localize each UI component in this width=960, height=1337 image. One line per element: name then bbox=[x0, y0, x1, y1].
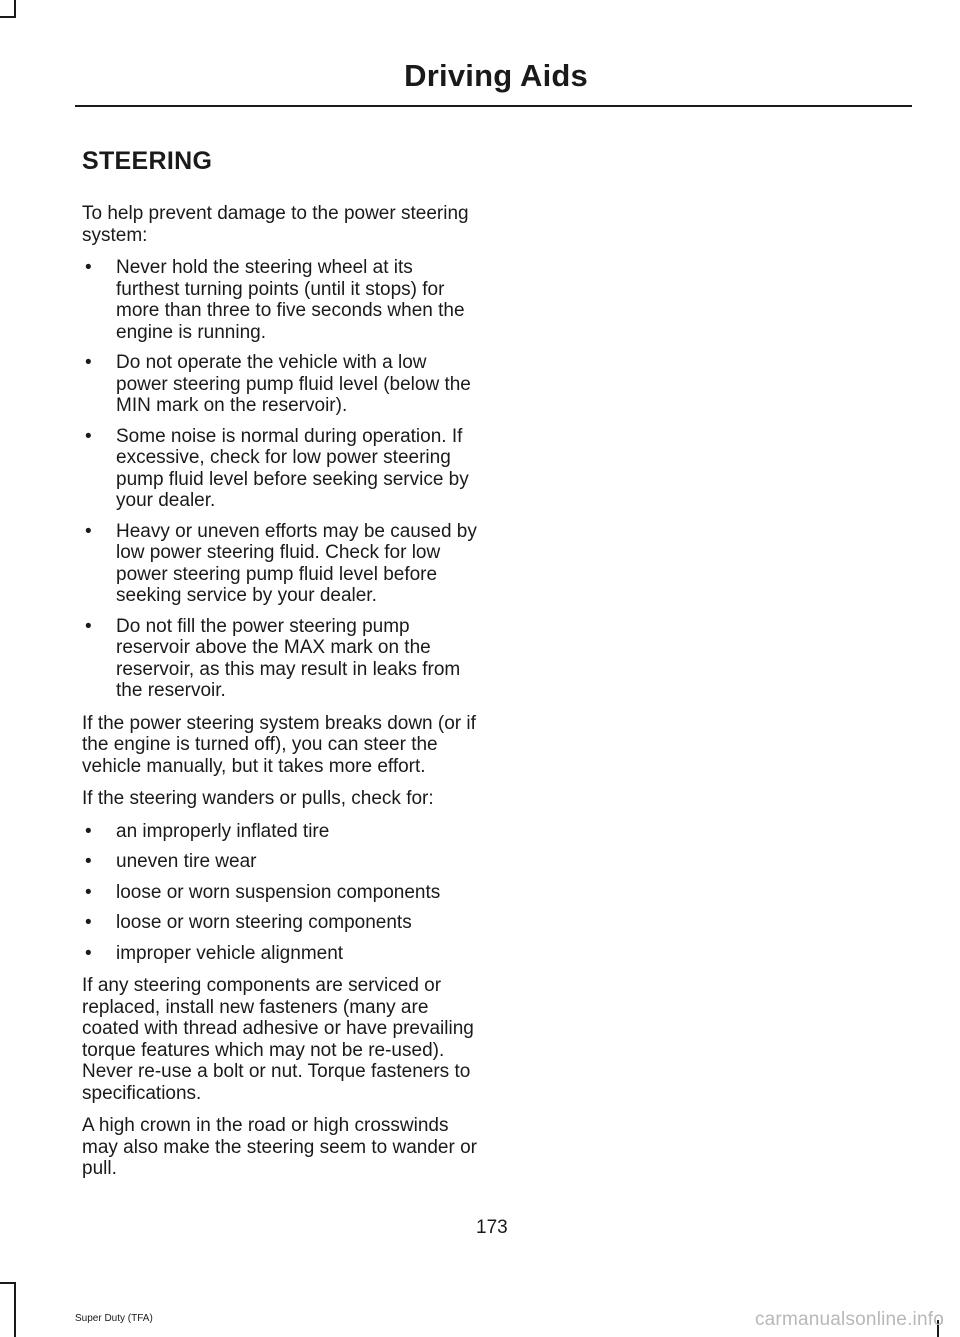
list-item bbox=[82, 912, 477, 934]
crown-paragraph: A high crown in the road or high crosswinds may also make the steering seem to wander or pull. bbox=[82, 1115, 477, 1179]
list-item-text: loose or worn suspension components bbox=[116, 881, 441, 903]
page-number: 173 bbox=[476, 1217, 508, 1238]
bullet-icon: • bbox=[85, 912, 92, 933]
bullet-icon: • bbox=[85, 352, 92, 373]
watermark: carmanualsonline.info bbox=[754, 1309, 944, 1330]
bullet-icon: • bbox=[85, 257, 92, 278]
list-item bbox=[82, 521, 477, 607]
list-item-text: loose or worn steering components bbox=[116, 912, 412, 933]
precautions-list bbox=[82, 257, 477, 702]
list-item-text: improper vehicle alignment bbox=[116, 942, 344, 964]
list-item bbox=[82, 882, 477, 904]
chapter-title: Driving Aids bbox=[404, 58, 588, 93]
list-item-text: Never hold the steering wheel at its furthest turning points (until it stops) for more than three to five seconds when the engine is running. bbox=[116, 257, 465, 343]
vehicle-model-label: Super Duty (TFA) bbox=[75, 1313, 153, 1324]
list-item-text: Do not fill the power steering pump reservoir above the MAX mark on the reservoir, as this may result in leaks from the reservoir. bbox=[116, 615, 461, 701]
section-heading: STEERING bbox=[82, 147, 213, 175]
bullet-icon: • bbox=[85, 820, 92, 842]
list-item bbox=[82, 352, 477, 417]
list-item-text: Heavy or uneven efforts may be caused by low power steering fluid. Check for low power steering pump fluid level before seeking service by your dealer. bbox=[116, 520, 477, 606]
list-item-text: an improperly inflated tire bbox=[116, 820, 330, 842]
list-item-text: uneven tire wear bbox=[116, 851, 257, 872]
wanders-paragraph: If the steering wanders or pulls, check for: bbox=[82, 788, 434, 809]
list-item bbox=[82, 851, 477, 873]
list-item bbox=[82, 943, 477, 965]
list-item bbox=[82, 821, 477, 843]
bullet-icon: • bbox=[85, 615, 92, 637]
list-item bbox=[82, 426, 477, 512]
intro-paragraph: To help prevent damage to the power steering system: bbox=[82, 203, 469, 246]
bullet-icon: • bbox=[85, 520, 92, 542]
crop-mark-bottom-left-horizontal bbox=[0, 1282, 16, 1284]
list-item bbox=[82, 257, 477, 343]
bullet-icon: • bbox=[85, 942, 92, 964]
main-content bbox=[82, 146, 477, 1191]
crop-mark-bottom-left-vertical bbox=[14, 1282, 16, 1337]
bullet-icon: • bbox=[85, 425, 92, 447]
serviced-paragraph: If any steering components are serviced or replaced, install new fasteners (many are coated with thread adhesive or have prevailing torque features which may not be re-used). Never re-use a bolt or nut. Torque fasteners to specifications. bbox=[82, 975, 474, 1104]
breakdown-paragraph: If the power steering system breaks down (or if the engine is turned off), you can steer the vehicle manually, but it takes more effort. bbox=[82, 712, 476, 777]
check-list bbox=[82, 821, 477, 965]
list-item-text: Do not operate the vehicle with a low power steering pump fluid level (below the MIN mark on the reservoir). bbox=[116, 352, 471, 416]
crop-mark-top-left-horizontal bbox=[0, 16, 16, 18]
bullet-icon: • bbox=[85, 851, 92, 872]
bullet-icon: • bbox=[85, 881, 92, 903]
list-item bbox=[82, 616, 477, 702]
list-item-text: Some noise is normal during operation. If excessive, check for low power steering pump fluid level before seeking service by your dealer. bbox=[116, 425, 469, 511]
header-divider bbox=[75, 105, 912, 107]
